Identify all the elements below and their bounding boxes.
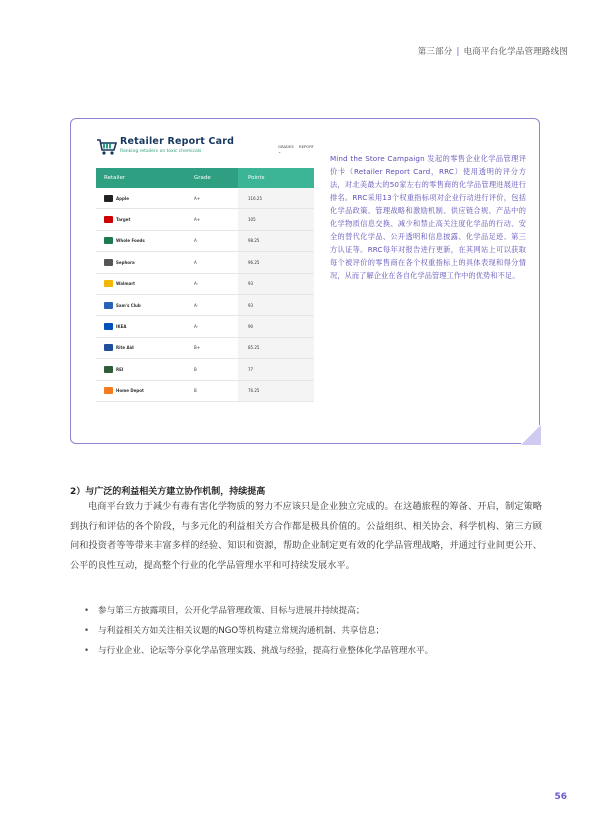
table-row: [96, 295, 314, 316]
grade-cell: A-: [194, 281, 199, 287]
points-cell: 105: [238, 209, 314, 229]
points-cell: 76.25: [238, 381, 314, 401]
chevron-down-icon: ⌄: [278, 149, 282, 154]
rrc-nav-report: REPORT: [298, 144, 314, 149]
table-row: [96, 274, 314, 295]
retailer-logo-icon: [104, 323, 113, 330]
table-row: [96, 338, 314, 359]
table-row: [96, 231, 314, 252]
col-retailer: Retailer: [96, 175, 194, 181]
grade-cell: B: [194, 366, 197, 372]
retailer-logo-icon: [104, 344, 113, 351]
header-title: 电商平台化学品管理路线图: [463, 47, 568, 57]
retailer-name: Sam's Club: [116, 302, 141, 308]
points-cell: 98.25: [238, 231, 314, 251]
table-row: [96, 209, 314, 230]
retailer-name: Whole Foods: [116, 238, 145, 244]
col-grade: Grade: [194, 175, 211, 181]
list-item: • 与行业企业、论坛等分享化学品管理实践、挑战与经验，提高行业整体化学品管理水平。: [82, 642, 542, 662]
card-page-fold: [521, 425, 541, 445]
header-section: 第三部分: [417, 47, 453, 57]
retailer-logo-icon: [104, 237, 113, 244]
rrc-subtitle: Ranking retailers on toxic chemicals: [120, 149, 202, 154]
retailer-logo-icon: [104, 280, 113, 287]
retailer-logo-icon: [104, 195, 113, 202]
retailer-cell: [96, 237, 194, 244]
grade-cell: A+: [194, 217, 201, 223]
rrc-nav-grades: GRADES: [278, 144, 294, 149]
grade-cell: A-: [194, 302, 199, 308]
page-header: [418, 45, 568, 57]
points-cell: 116.25: [238, 188, 314, 208]
retailer-name: Walmart: [116, 281, 136, 287]
retailer-logo-icon: [104, 216, 113, 223]
grade-cell: B: [194, 388, 197, 394]
header-separator: |: [456, 47, 460, 57]
retailer-name: IKEA: [116, 324, 127, 330]
retailer-name: REI: [116, 366, 124, 372]
table-row: [96, 381, 314, 402]
body-paragraph: 电商平台致力于减少有毒有害化学物质的努力不应该只是企业独立完成的。在这趟旅程的筹备、开启，制定策略到执行和评估的各个阶段，与多元化的利益相关方合作都是极具价值的。公益组织、相关协会、科学机构、第三方顾问和投资者等等带来丰富多样的经验、知识和资源，帮助企业制定更有效的化学品管理战略，并通过行业间更公开、公平的良性互动，提高整个行业的化学品管理水平和可持续发展水平。: [70, 501, 542, 571]
shopping-cart-icon: [96, 138, 118, 156]
rrc-table-header: [96, 168, 314, 188]
rrc-table: [96, 168, 314, 402]
points-cell: 85.25: [238, 338, 314, 358]
rrc-nav: [274, 144, 314, 154]
rrc-title: Retailer Report Card: [120, 136, 235, 147]
points-cell: 96.25: [238, 252, 314, 272]
retailer-cell: [96, 195, 194, 202]
retailer-cell: [96, 259, 194, 266]
retailer-name: Sephora: [116, 259, 135, 265]
retailer-cell: [96, 387, 194, 394]
grade-cell: A-: [194, 324, 199, 330]
retailer-cell: [96, 216, 194, 223]
grade-cell: A: [194, 238, 197, 244]
retailer-cell: [96, 280, 194, 287]
retailer-name: Apple: [116, 195, 129, 201]
table-row: [96, 252, 314, 273]
retailer-report-card-image: [96, 132, 314, 402]
retailer-name: Home Depot: [116, 388, 144, 394]
retailer-logo-icon: [104, 366, 113, 373]
grade-cell: A+: [194, 195, 201, 201]
grade-cell: A: [194, 259, 197, 265]
retailer-cell: [96, 323, 194, 330]
points-cell: 77: [238, 359, 314, 379]
page-number: 56: [554, 792, 567, 802]
retailer-cell: [96, 302, 194, 309]
bullet-list: [82, 602, 542, 661]
points-cell: 90: [238, 316, 314, 336]
section-title: 2）与广泛的利益相关方建立协作机制，持续提高: [70, 487, 266, 497]
col-points: Points: [238, 168, 314, 188]
retailer-name: Target: [116, 217, 131, 223]
retailer-logo-icon: [104, 302, 113, 309]
points-cell: 93: [238, 295, 314, 315]
retailer-logo-icon: [104, 387, 113, 394]
retailer-cell: [96, 344, 194, 351]
table-row: [96, 316, 314, 337]
retailer-name: Rite Aid: [116, 345, 134, 351]
table-row: [96, 188, 314, 209]
table-row: [96, 359, 314, 380]
retailer-logo-icon: [104, 259, 113, 266]
points-cell: 93: [238, 274, 314, 294]
card-description: Mind the Store Campaign 发起的零售企业化学品管理评价卡（Retailer Report Card，RRC）使用透明的评分方法，对北美最大的50家左右的零售商的化学品管理进展进行排名。RRC采用13个权重指标项对企业行动进行评价，包括化学品政策、管理战略和激励机制、供应链合规、产品中的化学物质信息交换、减少和禁止高关注度化学品的行动、安全的替代化学品、公开透明和信息披露、化学品足迹、第三方认证等。RRC每年对报告进行更新，在其网站上可以获取每个被评价的零售商在各个权重指标上的具体表现和得分情况，从而了解企业在各自化学品管理工作中的优势和不足。: [330, 154, 526, 280]
grade-cell: B+: [194, 345, 201, 351]
retailer-cell: [96, 366, 194, 373]
list-item: • 与利益相关方如关注相关议题的NGO等机构建立常规沟通机制、共享信息；: [82, 622, 542, 642]
list-item: • 参与第三方披露项目，公开化学品管理政策、目标与进展并持续提高；: [82, 602, 542, 622]
